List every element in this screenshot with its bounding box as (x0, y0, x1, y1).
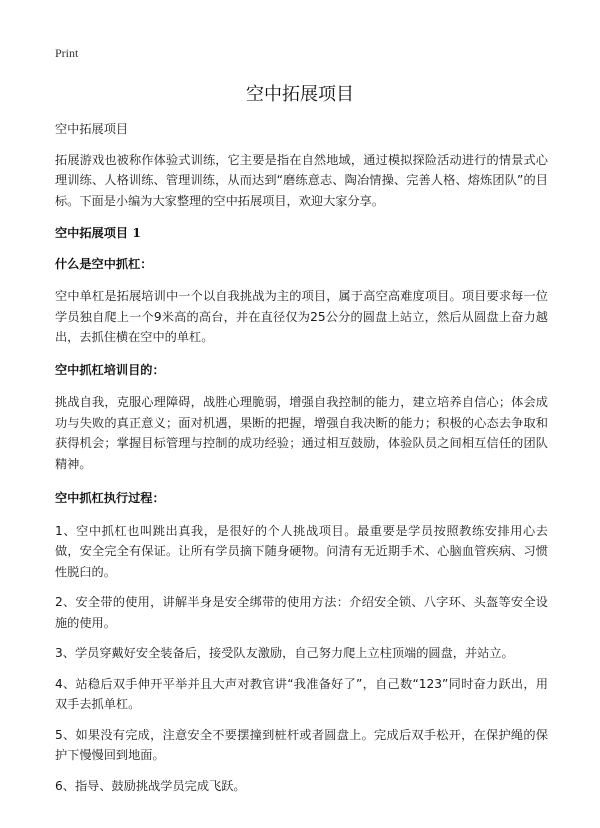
purpose-paragraph: 挑战自我，克服心理障碍，战胜心理脆弱，增强自我控制的能力，建立培养自信心；体会成功与失败的真正意义；面对机遇，果断的把握，增强自我决断的能力；积极的心态去争取和获得机会；掌握目标管理与控制的成功经验；通过相互鼓励，体验队员之间相互信任的团队精神。 (55, 395, 548, 471)
step-item: 3、学员穿戴好安全装备后，接受队友激励，自己努力爬上立柱顶端的圆盘，并站立。 (55, 646, 514, 660)
print-link[interactable]: Print (55, 46, 79, 60)
section-heading: 空中拓展项目 1 (55, 226, 141, 240)
what-heading: 什么是空中抓杠： (55, 256, 153, 271)
step-item: 1、空中抓杠也叫跳出真我，是很好的个人挑战项目。最重要是学员按照教练安排用心去做，安全完全有保证。让所有学员摘下随身硬物。问清有无近期手术、心脑血管疾病、习惯性脱臼的。 (55, 523, 548, 579)
step-item: 6、指导、鼓励挑战学员完成飞跃。 (55, 778, 246, 793)
what-paragraph: 空中单杠是拓展培训中一个以自我挑战为主的项目，属于高空高难度项目。项目要求每一位学员独自爬上一个9米高的高台，并在直径仅为25公分的圆盘上站立，然后从圆盘上奋力越出，去抓住横在空中的单杠。 (55, 289, 548, 344)
step-item: 5、如果没有完成，注意安全不要摆撞到桩杆或者圆盘上。完成后双手松开，在保护绳的保护下慢慢回到地面。 (55, 727, 548, 762)
purpose-heading: 空中抓杠培训目的： (55, 362, 165, 377)
article-body (55, 119, 548, 796)
step-item: 4、站稳后双手伸开平举并且大声对教官讲“我准备好了”，自己数“123”同时奋力跃出，用双手去抓单杠。 (55, 676, 548, 711)
process-heading: 空中抓杠执行过程： (55, 491, 165, 505)
page-title: 空中拓展项目 (246, 84, 354, 105)
intro-paragraph: 拓展游戏也被称作体验式训练，它主要是指在自然地域，通过模拟探险活动进行的情景式心理训练、人格训练、管理训练，从而达到“磨练意志、陶冶情操、完善人格、熔炼团队”的目标。下面是小编为大家整理的空中拓展项目，欢迎大家分享。 (55, 152, 548, 208)
article-subtitle: 空中拓展项目 (55, 122, 129, 136)
step-item: 2、安全带的使用，讲解半身是安全绑带的使用方法：介绍安全锁、八字环、头盔等安全设施的使用。 (55, 595, 548, 630)
